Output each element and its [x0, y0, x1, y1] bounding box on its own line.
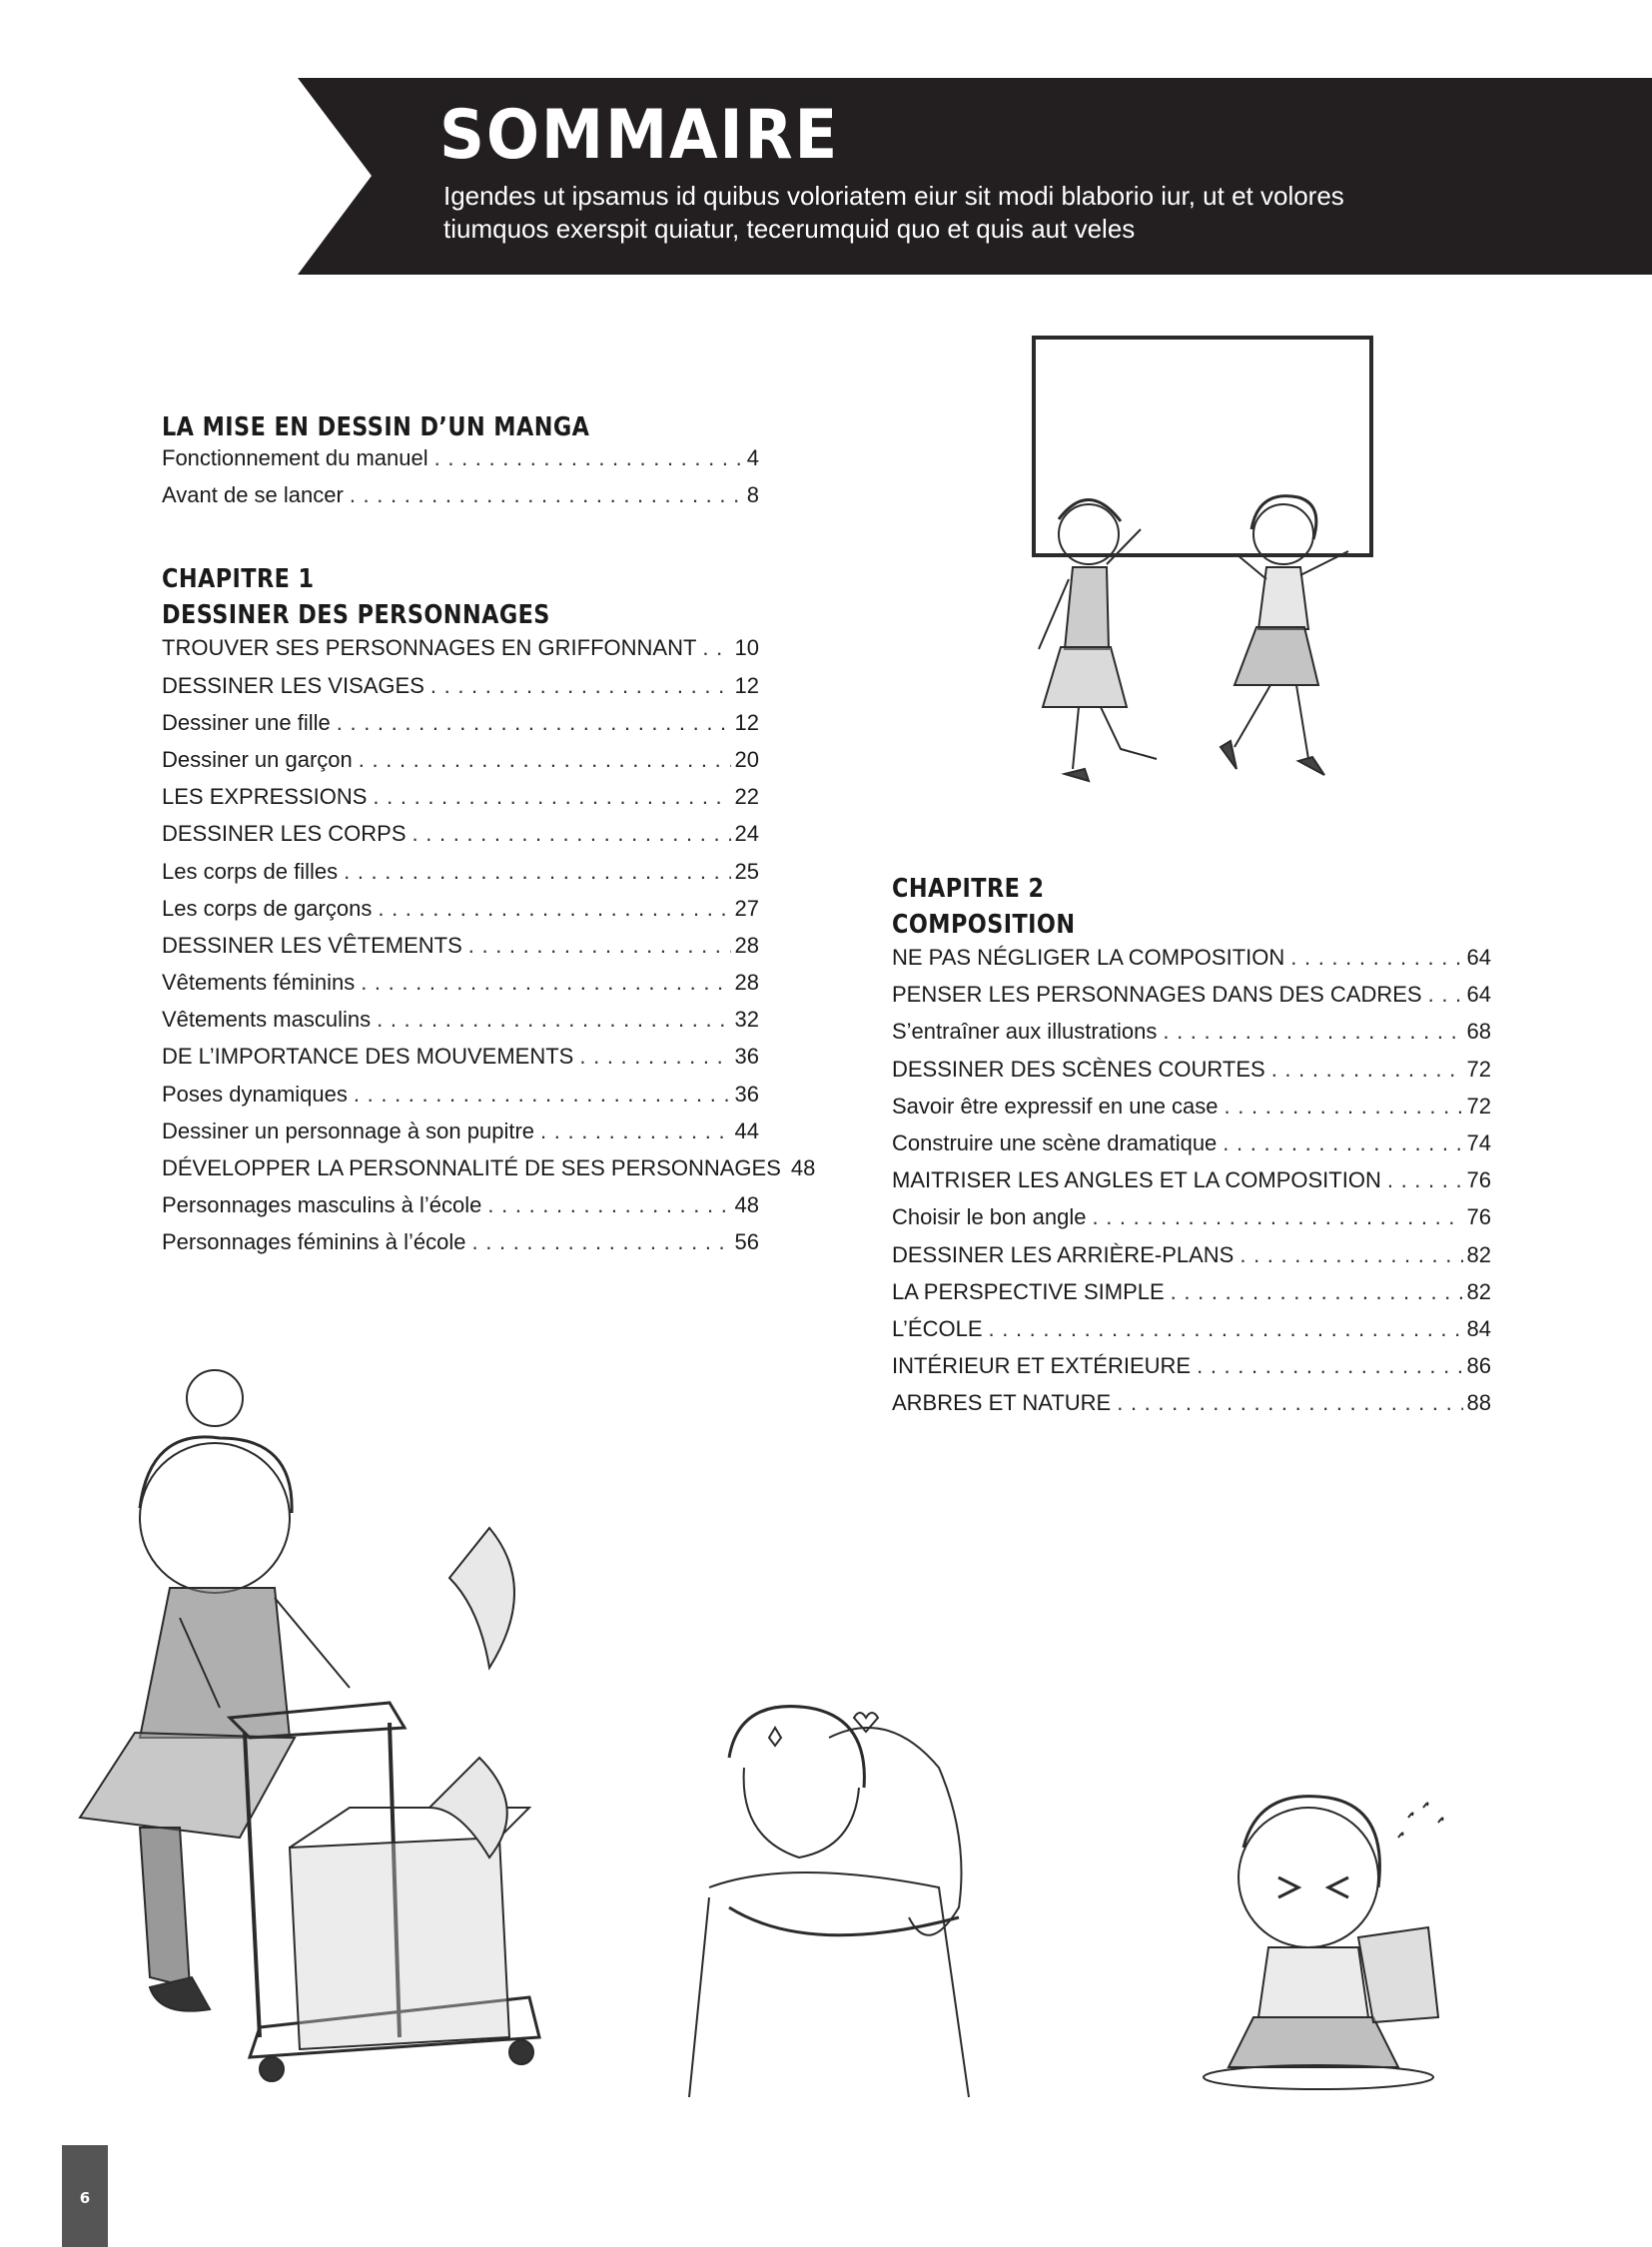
chapter2-entry-list [892, 945, 1491, 1427]
toc-entry-page: 72 [1466, 1056, 1491, 1082]
toc-dot-leader [468, 933, 731, 959]
toc-entry-label: DESSINER LES VISAGES [162, 672, 424, 698]
toc-entry-label: Vêtements masculins [162, 1007, 372, 1033]
toc-entry[interactable] [892, 1242, 1491, 1279]
toc-entry-label: Savoir être expressif en une case [892, 1093, 1219, 1119]
toc-dot-leader [361, 970, 730, 996]
toc-entry[interactable] [892, 1130, 1491, 1167]
toc-entry-page: 48 [790, 1155, 816, 1180]
page-title: SOMMAIRE [439, 96, 840, 175]
toc-entry-page: 32 [734, 1007, 759, 1033]
toc-entry[interactable] [162, 896, 759, 933]
toc-entry[interactable] [892, 945, 1491, 982]
toc-entry[interactable] [162, 1192, 759, 1229]
header-subtitle-line-1: Igendes ut ipsamus id quibus voloriatem eiur sit modi blaborio iur, ut et volores [443, 181, 1344, 211]
toc-entry-label: INTÉRIEUR ET EXTÉRIEURE [892, 1353, 1192, 1379]
toc-entry-page: 82 [1466, 1278, 1491, 1304]
couple-hugging-illustration [669, 1698, 1049, 2097]
toc-entry-page: 86 [1466, 1353, 1491, 1379]
toc-entry-page: 36 [734, 1081, 759, 1107]
toc-entry-page: 48 [734, 1192, 759, 1218]
page-number: 6 [79, 2189, 91, 2207]
toc-entry-page: 20 [734, 746, 759, 772]
toc-entry-label: Personnages masculins à l’école [162, 1192, 482, 1218]
girl-with-trolley-illustration [60, 1338, 579, 2097]
toc-entry-page: 84 [1466, 1315, 1491, 1341]
toc-dot-leader [1387, 1167, 1463, 1193]
toc-entry-label: DESSINER DES SCÈNES COURTES [892, 1056, 1265, 1082]
toc-entry[interactable] [892, 1316, 1491, 1353]
intro-entry-list [162, 445, 759, 519]
toc-dot-leader [354, 1082, 731, 1108]
toc-entry[interactable] [162, 482, 759, 519]
toc-entry[interactable] [162, 1082, 759, 1119]
toc-entry-page: 4 [746, 445, 759, 470]
header-subtitle-line-2: tiumquos exerspit quiatur, tecerumquid quo et quis aut veles [443, 214, 1136, 244]
toc-entry[interactable] [162, 859, 759, 896]
toc-entry[interactable] [162, 635, 759, 672]
toc-entry-page: 12 [734, 709, 759, 735]
toc-entry[interactable] [162, 821, 759, 858]
toc-dot-leader [579, 1044, 730, 1070]
toc-entry-page: 64 [1466, 945, 1491, 970]
toc-entry-label: Dessiner une fille [162, 709, 331, 735]
toc-entry-label: Fonctionnement du manuel [162, 445, 428, 470]
toc-entry-label: Vêtements féminins [162, 970, 356, 996]
toc-entry-page: 12 [734, 672, 759, 698]
toc-dot-leader [359, 747, 731, 773]
toc-entry[interactable] [892, 1057, 1491, 1094]
page-number-tab [62, 2145, 108, 2247]
toc-entry-label: LA PERSPECTIVE SIMPLE [892, 1278, 1165, 1304]
toc-entry-label: S’entraîner aux illustrations [892, 1019, 1158, 1045]
toc-entry-label: Poses dynamiques [162, 1081, 348, 1107]
toc-entry-label: Choisir le bon angle [892, 1204, 1087, 1230]
toc-entry[interactable] [162, 1229, 759, 1266]
toc-entry-page: 82 [1466, 1241, 1491, 1267]
toc-entry-page: 64 [1466, 982, 1491, 1008]
toc-entry[interactable] [162, 1155, 816, 1192]
toc-entry-label: TROUVER SES PERSONNAGES EN GRIFFONNANT [162, 635, 697, 661]
toc-dot-leader [378, 896, 730, 922]
toc-entry-page: 76 [1466, 1167, 1491, 1193]
toc-entry-page: 72 [1466, 1093, 1491, 1119]
chapter1-entry-list [162, 635, 816, 1266]
toc-dot-leader [487, 1192, 730, 1218]
toc-entry[interactable] [162, 933, 759, 970]
toc-entry[interactable] [162, 784, 759, 821]
toc-dot-leader [1163, 1019, 1462, 1045]
toc-entry-label: DÉVELOPPER LA PERSONNALITÉ DE SES PERSONNAGES [162, 1155, 781, 1180]
toc-entry-label: DESSINER LES CORPS [162, 821, 407, 847]
toc-entry[interactable] [162, 970, 759, 1007]
toc-dot-leader [1239, 1242, 1462, 1268]
toc-entry-label: DESSINER LES VÊTEMENTS [162, 932, 462, 958]
toc-entry-page: 22 [734, 784, 759, 810]
toc-dot-leader [989, 1316, 1463, 1342]
toc-entry[interactable] [892, 1279, 1491, 1316]
toc-entry-label: LES EXPRESSIONS [162, 784, 368, 810]
toc-entry[interactable] [162, 1119, 759, 1155]
toc-dot-leader [344, 859, 730, 885]
toc-dot-leader [434, 445, 743, 471]
toc-entry[interactable] [162, 710, 759, 747]
toc-dot-leader [413, 821, 731, 847]
chapter1-title: DESSINER DES PERSONNAGES [162, 600, 550, 631]
toc-entry-label: Dessiner un garçon [162, 746, 353, 772]
toc-dot-leader [1117, 1390, 1462, 1416]
toc-dot-leader [373, 784, 730, 810]
chapter1-number: CHAPITRE 1 [162, 564, 315, 595]
toc-dot-leader [472, 1229, 731, 1255]
toc-entry-label: Les corps de garçons [162, 895, 373, 921]
toc-entry[interactable] [892, 1390, 1491, 1427]
toc-entry[interactable] [892, 1019, 1491, 1056]
toc-dot-leader [337, 710, 731, 736]
toc-entry-label: Avant de se lancer [162, 482, 344, 508]
toc-dot-leader [1271, 1057, 1463, 1083]
toc-entry-page: 44 [734, 1118, 759, 1143]
toc-entry-page: 10 [734, 635, 759, 661]
toc-dot-leader [430, 673, 731, 699]
chibi-girl-illustration [1199, 1768, 1518, 2107]
toc-dot-leader [1092, 1204, 1462, 1230]
intro-section-title: LA MISE EN DESSIN D’UN MANGA [162, 412, 590, 442]
toc-entry-label: Les corps de filles [162, 858, 339, 884]
toc-dot-leader [350, 482, 743, 508]
toc-entry[interactable] [162, 1007, 759, 1044]
toc-entry-label: MAITRISER LES ANGLES ET LA COMPOSITION [892, 1167, 1381, 1193]
girls-carrying-board-illustration [1009, 330, 1398, 799]
toc-dot-leader [1225, 1094, 1463, 1120]
toc-entry[interactable] [892, 1094, 1491, 1130]
toc-entry-page: 24 [734, 821, 759, 847]
toc-entry-page: 28 [734, 970, 759, 996]
toc-dot-leader [540, 1119, 730, 1144]
toc-entry-page: 36 [734, 1044, 759, 1070]
toc-right-column [892, 871, 1491, 1427]
toc-dot-leader [377, 1007, 730, 1033]
toc-entry-label: L’ÉCOLE [892, 1315, 983, 1341]
toc-entry-page: 68 [1466, 1019, 1491, 1045]
toc-entry-page: 8 [746, 482, 759, 508]
toc-left-column [162, 409, 816, 1267]
toc-dot-leader [702, 635, 730, 661]
toc-entry-page: 25 [734, 858, 759, 884]
toc-entry-label: ARBRES ET NATURE [892, 1390, 1112, 1416]
toc-dot-leader [1428, 982, 1463, 1008]
toc-dot-leader [1171, 1279, 1463, 1305]
toc-entry[interactable] [162, 673, 759, 710]
toc-entry-label: PENSER LES PERSONNAGES DANS DES CADRES [892, 982, 1422, 1008]
toc-entry-label: Dessiner un personnage à son pupitre [162, 1118, 535, 1143]
toc-entry-page: 28 [734, 932, 759, 958]
toc-dot-leader [1197, 1353, 1462, 1379]
toc-entry[interactable] [892, 1167, 1491, 1204]
toc-entry-page: 88 [1466, 1390, 1491, 1416]
toc-dot-leader [1290, 945, 1462, 971]
toc-entry-label: DE L’IMPORTANCE DES MOUVEMENTS [162, 1044, 574, 1070]
toc-entry[interactable] [162, 747, 759, 784]
toc-entry[interactable] [162, 445, 759, 482]
toc-entry-label: Personnages féminins à l’école [162, 1229, 466, 1255]
toc-entry-label: Construire une scène dramatique [892, 1129, 1218, 1155]
toc-entry-page: 56 [734, 1229, 759, 1255]
toc-entry-page: 27 [734, 895, 759, 921]
toc-dot-leader [1223, 1130, 1462, 1156]
toc-entry[interactable] [892, 1353, 1491, 1390]
toc-entry[interactable] [892, 982, 1491, 1019]
toc-entry-label: NE PAS NÉGLIGER LA COMPOSITION [892, 945, 1285, 970]
toc-entry-page: 74 [1466, 1129, 1491, 1155]
toc-entry[interactable] [162, 1044, 759, 1081]
toc-entry-page: 76 [1466, 1204, 1491, 1230]
toc-entry[interactable] [892, 1204, 1491, 1241]
chapter2-number: CHAPITRE 2 [892, 874, 1045, 904]
toc-entry-label: DESSINER LES ARRIÈRE-PLANS [892, 1241, 1235, 1267]
chapter2-title: COMPOSITION [892, 910, 1076, 940]
